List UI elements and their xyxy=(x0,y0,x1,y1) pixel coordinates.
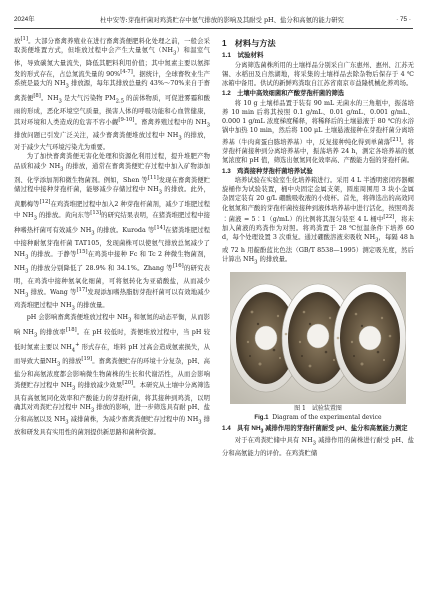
paragraph-1-2: 将 10 g 土壤样品置于装有 90 mL 无菌水的三角瓶中，振荡培养 10 min 后将其按照 0.1 g/mL、0.01 g/mL、0.001 g/mL、0.000 1 g/mL 浓度梯度稀释，将稀释后的土壤悬液于 80 ℃的水浴锅中加热 10 min，然后将 100 μL 土壤悬液接种在芽孢杆菌分离培养基（牛肉膏蛋白胨培养基）中，反复接种纯化得到单菌落[21]。将芽孢杆菌接种到分离培养基中，振荡培养 24 h，测定各培养基的氨氮浓度和 pH 值，筛选出氨氮同化效率高、产酸能力强的芽孢杆菌。 xyxy=(222,99,414,165)
intro-paragraph-1: 放[1]。大部分畜禽养殖业在进行畜禽粪便肥料化处理之前，一般会采取粪便堆置方式，但堆放过程中会产生大量氨气$(NH_3)$和温室气体，导致碳氮大量流失，降低其肥料利用价值；其中氮素主要以氨挥发的形式存在，占总氮流失量的 90%[4-7]。据统计，全球畜牧业生产系统是最大的 $NH_3$ 排放源，每年其排放总量约 43%～70%来自于畜禽粪便[8]。$NH_3$ 是大气污染物 $PM_{2.5}$ 的前体物质，可促进雾霾和酸雨的形成，恶化环境空气质量，损害人体的呼吸功能和心血管健康，其对环境和人类造成的危害不容小觑[9-10]。畜禽养殖过程中的 $NH_3$ 排放问题已引发广泛关注，减少畜禽粪便堆放过程中 $NH_3$ 的排放，对于减少大气环境污染尤为重要。 xyxy=(14,36,210,152)
header-year: 2024年 xyxy=(14,16,35,23)
intro-paragraph-2: 为了加快畜禽粪便无害化处理和资源化利用过程，提升堆肥产物品质和减少 $NH_3$ 的排放，通常在畜禽粪便贮存过程中加入矿物添加剂、化学添加剂和微生物菌剂。例如，Shen 等[11]发现在畜禽粪便贮储过程中接种芽孢杆菌，能够减少存储过程中 $NH_3$ 的排放。此外，黄鹏梅等[12]在鸡粪堆肥过程中加入2 种芽孢杆菌剂，减少了堆肥过程中 $NH_3$ 的排放。黄向东等[13]的研究结果表明，在猪粪堆肥过程中接种嗜热杆菌可有效减少 $NH_3$ 的排放。Kuroda 等[14]在猪粪堆肥过程中接种耐氨芽孢杆菌 TAT105，发现菌株可以使氨气排放总氮减少了 $NH_3$ 的排放。于静等[15]在鸡粪中接种 Fc 和 Tc 2 种微生物菌剂，$NH_3$ 的排放分别降低了 28.9% 和 34.1%。Zhang 等[16]的研究表明，在鸡粪中接种氨氧化细菌，可将氨转化为亚硝酸盐，从而减少 $NH_3$ 排放。Wang 等[17]发现添加嗜热脂肪芽孢杆菌可以有效地减少鸡粪堆肥过程中 $NH_3$ 的排放量。 xyxy=(14,153,210,312)
intro-paragraph-3: pH 会影响畜禽粪便堆放过程中 $NH_3$ 和氨氮的动态平衡，从而影响 $NH_3$ 的排放率[18]。在 pH 较低时，粪便堆放过程中，当 pH 较低时氮素主要以 $NH_4^+$ 形式存在，堆料 pH 过高会造成氨素损失，从而导致大量$NH_3$ 的排放[19]。畜禽粪便贮存的环境十分复杂，pH、高盐分和高氨浓度都会影响微生物菌株的生长和代谢活性，从而会影响粪便贮存过程中 $NH_3$ 的排放减少效果[20]。本研究从土壤中分离筛选具有高氨氮同化效率和产酸能力的芽孢杆菌，将其接种到鸡粪，以明确其对鸡粪贮存过程中 $NH_3$ 排放的影响，进一步筛选具有耐 pH、盐分和高氨以及 $NH_3$ 减排菌株，为减少畜禽粪便贮存过程中的 $NH_3$ 排放和研发具有实用性的菌剂提供新思路和菌种资源。 xyxy=(14,314,210,436)
figure-caption-en xyxy=(222,413,414,423)
paragraph-1-4: 对于在鸡粪贮储中具有 $NH_3$ 减排作用的菌株进行耐受 pH、盐分和高氨能力的评价。在鸡粪贮储 xyxy=(222,437,414,457)
header-rule xyxy=(14,28,413,29)
subsection-heading-1-3: 1.3 鸡粪接种芽孢杆菌培养试验 xyxy=(222,167,313,175)
experimental-device-photo xyxy=(230,272,406,404)
figure-caption-en-text: Diagram of the experimental device xyxy=(272,413,382,421)
paragraph-1-3: 培养试验在实验室生化培养箱进行。采用 4 L 半透明密闭容器螺旋桶作为试验装置，桶中央固定金属支架，圆座周围用 3 块小金属杂固定装有 20 g/L 硼酸吸收液的小烧杯。首先，将筛选出的高效同化氨氮和产酸的芽孢杆菌按接种到液体培养基中进行活化，按照鸡粪∶菌液 = 5∶1（g/mL）的比例将其混匀装至 4 L 桶中[22]，将未加入菌液的鸡粪作为对照。将鸡粪置于 28 ℃恒温条件下培养 60 d，每个处理设置 3 次重复。通过硼酸溶液来吸收 $NH_3$，每隔 48 h 或 72 h 用靛酚蓝比色法（GB/T 8538—1995）测定吸光度，然后计算出 $NH_3$ 的排放量。 xyxy=(222,176,414,266)
left-column xyxy=(14,35,210,437)
paragraph-1-1: 分离筛选菌株所用的土壤样品分别采自广东惠州、惠州、江苏无锡、水稻田及自然湖地，将采集的土壤样品去除杂物后保存于 4 ℃冰箱中备用。供试的新鲜鸡粪取自江苏省南京市益隆机械化养鸡场。 xyxy=(222,61,414,88)
subsection-heading-1-4: 1.4 具有 $NH_3$ 减排作用的芽孢杆菌耐受 pH、盐分和高氨能力测定 xyxy=(222,424,408,434)
right-column xyxy=(222,35,414,458)
page-number: · 75 · xyxy=(396,16,411,23)
subsection-heading-1-1: 1.1 试验材料 xyxy=(222,52,264,59)
running-header xyxy=(14,13,413,27)
subsection-heading-1-2: 1.2 土壤中高效细菌和产酸芽孢杆菌的筛选 xyxy=(222,90,345,98)
figure-caption-cn: 图 1 试验装置图 xyxy=(294,404,342,412)
figure-label: Fig.1 xyxy=(254,414,269,421)
header-article-title: 杜中安等:芽孢杆菌对鸡粪贮存中氨气排放的影响及其耐受 pH、盐分和高氨的能力研究 xyxy=(100,16,344,24)
section-heading-materials-methods: 1 材料与方法 xyxy=(222,39,276,48)
